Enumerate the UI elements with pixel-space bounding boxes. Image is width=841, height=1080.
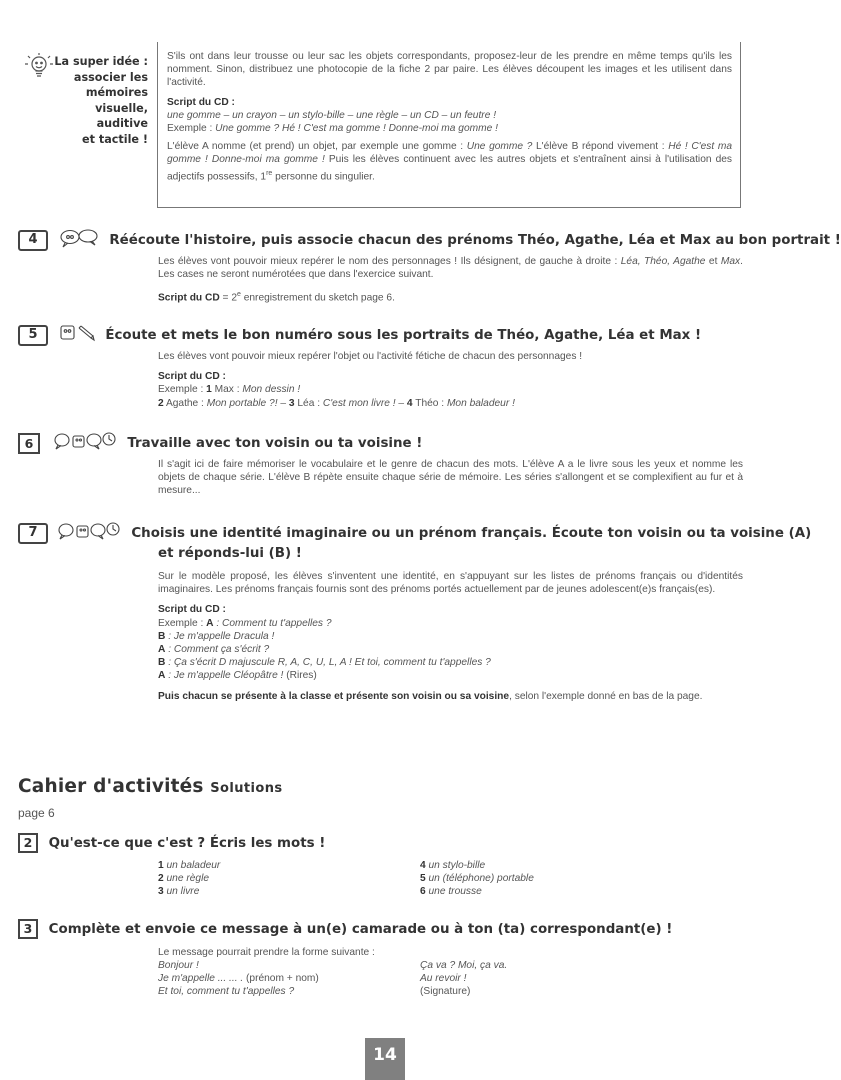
- message-line: Au revoir !: [420, 973, 467, 985]
- idea-title-line: mémoires: [85, 86, 148, 100]
- message-line: Ça va ? Moi, ça va.: [420, 960, 508, 971]
- activity-3-heading: [18, 919, 672, 939]
- exercise-paragraph: Il s'agit ici de faire mémoriser le vocabulaire et le genre de chacun des mots. L'élève A a le livre sous les yeux et nomme les objets de chaque série. L'élève B répète ensuite chaque série de mémoire. Les séries s'allongent et se complexifient au fur et à mesure...: [158, 459, 743, 497]
- exercise-paragraph: Les élèves vont pouvoir mieux repérer le nom des personnages ! Ils désignent, de gauche à droite : Léa, Théo, Agathe et Max. Les cases ne seront numérotées que dans l'exercice suivant.: [158, 256, 743, 281]
- list-item: 4 un stylo-bille: [420, 860, 486, 871]
- script-line: Exemple : 1 Max : Mon dessin !: [158, 384, 301, 396]
- exercise-paragraph: Sur le modèle proposé, les élèves s'inventent une identité, en s'appuyant sur les listes de prénoms français ou d'identités imaginaires. Les prénoms français fournis sont des prénoms portés actuellement par de jeunes adolescent(e)s français(es).: [158, 571, 743, 596]
- idea-title-line: visuelle, auditive: [95, 101, 148, 131]
- exercise-final-line: Puis chacun se présente à la classe et présente son voisin ou sa voisine, selon l'exemple donné en bas de la page.: [158, 690, 703, 702]
- script-line: B : Ça s'écrit D majuscule R, A, C, U, L, A ! Et toi, comment tu t'appelles ?: [158, 657, 491, 669]
- page-number: 14: [365, 1038, 405, 1080]
- activity-2-heading: [18, 833, 325, 853]
- section-title: Cahier d'activités Solutions: [18, 776, 283, 797]
- script-line: une gomme – un crayon – un stylo-bille – une règle – un CD – un feutre !: [167, 109, 497, 121]
- exercise-7-title-line2: et réponds-lui (B) !: [158, 546, 302, 561]
- activity-3-right-message: [420, 959, 507, 999]
- exercise-number: 7: [18, 523, 48, 544]
- list-item: 2 une règle: [158, 873, 209, 885]
- exercise-title: Écoute et mets le bon numéro sous les portraits de Théo, Agathe, Léa et Max !: [105, 328, 702, 343]
- exercise-number: 3: [18, 919, 38, 939]
- script-line: Exemple : A : Comment tu t'appelles ?: [158, 617, 332, 629]
- idea-paragraph: S'ils ont dans leur trousse ou leur sac les objets correspondants, proposez-leur de les prendre en même temps qu'ils les nomment. Sinon, distribuez une photocopie de la fiche 2 par paire. Les élèves découpent les images et les utilisent dans l'activité.: [167, 51, 732, 89]
- script-line: B : Je m'appelle Dracula !: [158, 630, 275, 642]
- script-example: Exemple : Une gomme ? Hé ! C'est ma gomme ! Donne-moi ma gomme !: [167, 123, 498, 135]
- script-label: Script du CD :: [158, 604, 226, 616]
- exercise-paragraph: Les élèves vont pouvoir mieux repérer l'objet ou l'activité fétiche de chacun des personnages !: [158, 351, 583, 362]
- list-item: 1 un baladeur: [158, 860, 221, 871]
- idea-box: [157, 42, 741, 208]
- script-line: A : Comment ça s'écrit ?: [158, 644, 270, 656]
- exercise-number: 4: [18, 230, 48, 251]
- idea-title: [40, 54, 148, 148]
- exercise-number: 2: [18, 833, 38, 853]
- message-line: Bonjour !: [158, 960, 199, 971]
- look-write-icon: [59, 324, 95, 346]
- exercise-7-heading: [18, 521, 811, 545]
- page-reference: page 6: [18, 806, 55, 820]
- activity-3-left-message: [158, 959, 319, 999]
- message-line: (Signature): [420, 986, 471, 998]
- message-line: Je m'appelle ... ... . (prénom + nom): [158, 973, 319, 985]
- exercise-4-body: [158, 255, 743, 305]
- idea-title-line: associer les: [73, 70, 148, 84]
- idea-paragraph-3: L'élève A nomme (et prend) un objet, par exemple une gomme : Une gomme ? L'élève B répond vivement : Hé ! C'est ma gomme ! Donne-moi ma gomme ! Puis les élèves continuent avec les autres objets et s'entraînent ainsi à l'utilisation des adjectifs possessifs, 1re personne du singulier.: [167, 141, 733, 183]
- idea-title-line: La super idée :: [54, 55, 148, 68]
- script-line: A : Je m'appelle Cléopâtre ! (Rires): [158, 670, 317, 682]
- pair-work-icon: [57, 521, 121, 545]
- exercise-number: 6: [18, 433, 40, 454]
- idea-title-line: et tactile !: [82, 132, 148, 146]
- script-line: Script du CD = $2^e$ enregistrement du sketch page 6.: [158, 291, 395, 304]
- pair-work-icon: [53, 431, 117, 455]
- message-line: Et toi, comment tu t'appelles ?: [158, 986, 295, 998]
- exercise-5-heading: [18, 324, 701, 346]
- list-item: 6 une trousse: [420, 886, 482, 898]
- activity-2-left-list: [158, 859, 220, 899]
- exercise-4-heading: [18, 229, 841, 251]
- exercise-number: 5: [18, 325, 48, 346]
- exercise-title: Travaille avec ton voisin ou ta voisine !: [127, 436, 423, 451]
- exercise-title: Choisis une identité imaginaire ou un prénom français. Écoute ton voisin ou ta voisine (A): [131, 526, 812, 541]
- exercise-title: Complète et envoie ce message à un(e) camarade ou à ton (ta) correspondant(e) !: [48, 922, 673, 937]
- exercise-7-body: [158, 570, 743, 703]
- script-label: Script du CD :: [167, 96, 235, 108]
- exercise-5-body: [158, 350, 743, 410]
- listen-speech-icon: [59, 229, 99, 251]
- script-label: Script du CD :: [158, 371, 226, 383]
- script-line: 2 Agathe : Mon portable ?! – 3 Léa : C'est mon livre ! – 4 Théo : Mon baladeur !: [158, 397, 515, 409]
- exercise-title: Qu'est-ce que c'est ? Écris les mots !: [48, 836, 326, 851]
- exercise-6-body: [158, 458, 743, 505]
- list-item: 5 un (téléphone) portable: [420, 873, 534, 885]
- activity-3-intro: Le message pourrait prendre la forme suivante :: [158, 947, 375, 958]
- exercise-title: Réécoute l'histoire, puis associe chacun des prénoms Théo, Agathe, Léa et Max au bon portrait !: [109, 233, 841, 248]
- exercise-6-heading: [18, 431, 422, 455]
- list-item: 3 un livre: [158, 886, 200, 898]
- activity-2-right-list: [420, 859, 534, 899]
